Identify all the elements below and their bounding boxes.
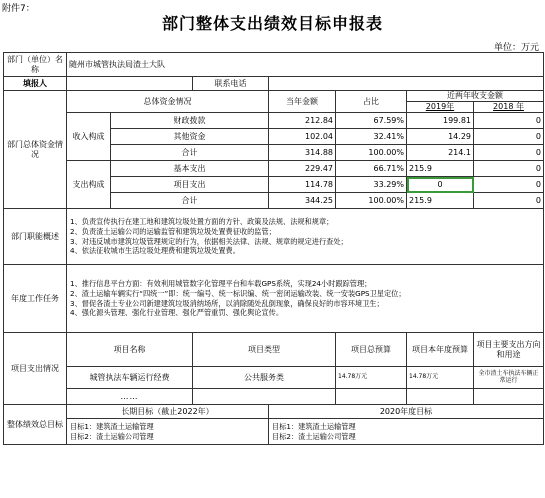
list-item: 3、对违反城市建筑垃圾管理规定的行为，依据相关法律、法规、规章的规定进行查处； (70, 236, 348, 246)
funds-row-amount[interactable]: 114.78 (269, 177, 336, 193)
goals-long-content[interactable] (67, 419, 269, 445)
table-row (4, 389, 544, 405)
funds-row-2018[interactable]: 0 (474, 193, 544, 209)
funds-row-ratio[interactable]: 33.29% (336, 177, 407, 193)
phone-value[interactable] (269, 77, 544, 91)
list-item: 目标2：渣土运输公司管理 (70, 431, 154, 441)
empty-cell[interactable] (407, 389, 474, 405)
project-name[interactable]: 城管执法车辆运行经费 (67, 367, 193, 389)
funds-section-label: 部门总体资金情况 (4, 91, 67, 209)
list-item: 目标2：渣土运输公司管理 (272, 431, 356, 441)
dept-row (4, 53, 544, 77)
funds-year-2019: 2019年 (407, 102, 474, 113)
projects-type-head: 项目类型 (193, 333, 336, 367)
plan-label: 年度工作任务 (4, 265, 67, 333)
funds-row-2019[interactable]: 214.1 (407, 145, 474, 161)
dept-name-label: 部门（单位）名称 (4, 53, 67, 77)
duties-content[interactable] (67, 209, 544, 265)
empty-cell[interactable] (336, 389, 407, 405)
funds-row-2019[interactable]: 215.9 (407, 193, 474, 209)
funds-amount-head: 当年金额 (269, 91, 336, 113)
funds-row-2018[interactable]: 0 (474, 113, 544, 129)
funds-row (4, 113, 544, 129)
funds-head-row-1 (4, 91, 544, 102)
funds-row-ratio[interactable]: 66.71% (336, 161, 407, 177)
income-label: 收入构成 (67, 113, 111, 161)
funds-row-name: 合计 (111, 193, 269, 209)
goals-year-content[interactable] (269, 419, 544, 445)
goals-label: 整体绩效总目标 (4, 405, 67, 445)
list-item: 3、督促各渣土专业公司新建建筑垃圾消纳场所，以消除随处乱倒现象，确保良好的市容环境卫生； (70, 298, 384, 308)
phone-label: 联系电话 (193, 77, 269, 91)
plan-row (4, 265, 544, 333)
projects-name-head: 项目名称 (67, 333, 193, 367)
project-type[interactable]: 公共服务类 (193, 367, 336, 389)
page-title: 部门整体支出绩效目标申报表 (161, 14, 383, 33)
projects-purpose-head: 项目主要支出方向和用途 (474, 333, 544, 367)
funds-row-ratio[interactable]: 100.00% (336, 193, 407, 209)
funds-year-2018: 2018 年 (474, 102, 544, 113)
list-item: 4、依法征收城市生活垃圾处理费和建筑垃圾处置费。 (70, 246, 240, 256)
funds-row (4, 161, 544, 177)
funds-row-name: 项目支出 (111, 177, 269, 193)
list-item: 4、强化源头管理、强化行业管理、强化严管重罚、强化舆论宣传。 (70, 308, 284, 318)
funds-row-2019[interactable]: 199.81 (407, 113, 474, 129)
funds-row-amount[interactable]: 344.25 (269, 193, 336, 209)
dept-name-value[interactable]: 随州市城管执法局渣土大队 (67, 53, 544, 77)
funds-row-ratio[interactable]: 67.59% (336, 113, 407, 129)
goals-content-row (4, 419, 544, 445)
list-item: 2、负责渣土运输公司的运输监管和建筑垃圾处置费征收的监管； (70, 226, 276, 236)
goals-long-head: 长期目标（截止2022年） (67, 405, 269, 419)
goals-year-head: 2020年度目标 (269, 405, 544, 419)
list-item: 1、负责宣传执行在建工地和建筑垃圾处置方面的方针、政策及法规、法规和规章； (70, 217, 334, 227)
duties-label: 部门职能概述 (4, 209, 67, 265)
funds-row-amount[interactable]: 212.84 (269, 113, 336, 129)
funds-recent-head: 近两年收支金额 (407, 91, 544, 102)
empty-cell[interactable] (193, 389, 336, 405)
funds-row-name: 财政拨款 (111, 113, 269, 129)
projects-label: 项目支出情况 (4, 333, 67, 405)
funds-row-amount[interactable]: 102.04 (269, 129, 336, 145)
funds-row-ratio[interactable]: 100.00% (336, 145, 407, 161)
projects-year-budget-head: 项目本年度预算 (407, 333, 474, 367)
project-more: …… (67, 389, 193, 405)
list-item: 目标1：建筑渣土运输管理 (70, 421, 154, 431)
project-year-budget[interactable]: 14.78万元 (407, 367, 474, 389)
project-purpose[interactable]: 全市渣土车执法车辆正常运行 (474, 367, 544, 389)
goals-head-row (4, 405, 544, 419)
funds-row-2018[interactable]: 0 (474, 177, 544, 193)
funds-row-name: 基本支出 (111, 161, 269, 177)
list-item: 2、渣土运输车辆实行“四统一”即：统一编号、统一标识编、统一密闭运输改装、统一安装GPS卫星定位； (70, 288, 406, 298)
list-item: 1、推行信息平台方面：有效利用城管数字化管理平台和车载GPS系统，实现24小时跟踪管理； (70, 279, 372, 289)
duties-row (4, 209, 544, 265)
expense-label: 支出构成 (67, 161, 111, 209)
unit-label: 单位：万元 (493, 43, 539, 53)
funds-row-2019[interactable]: 14.29 (407, 129, 474, 145)
funds-row-amount[interactable]: 229.47 (269, 161, 336, 177)
funds-row-2018[interactable]: 0 (474, 145, 544, 161)
projects-budget-head: 项目总预算 (336, 333, 407, 367)
funds-row-amount[interactable]: 314.88 (269, 145, 336, 161)
plan-content[interactable] (67, 265, 544, 333)
funds-row-2018[interactable]: 0 (474, 161, 544, 177)
filler-row (4, 77, 544, 91)
project-budget[interactable]: 14.78万元 (336, 367, 407, 389)
selected-cell[interactable]: 0 (407, 177, 474, 193)
table-row (4, 367, 544, 389)
funds-row-name: 其他资金 (111, 129, 269, 145)
funds-row-2019[interactable]: 215.9 (407, 161, 474, 177)
funds-overall-head: 总体资金情况 (67, 91, 269, 113)
attachment-number: 附件7： (2, 4, 35, 14)
list-item: 目标1：建筑渣土运输管理 (272, 421, 356, 431)
funds-ratio-head: 占比 (336, 91, 407, 113)
filler-value[interactable] (67, 77, 193, 91)
funds-row-2018[interactable]: 0 (474, 129, 544, 145)
funds-row-ratio[interactable]: 32.41% (336, 129, 407, 145)
funds-row-name: 合计 (111, 145, 269, 161)
projects-head-row (4, 333, 544, 367)
filler-label: 填报人 (4, 77, 67, 91)
report-table (3, 52, 544, 445)
empty-cell[interactable] (474, 389, 544, 405)
